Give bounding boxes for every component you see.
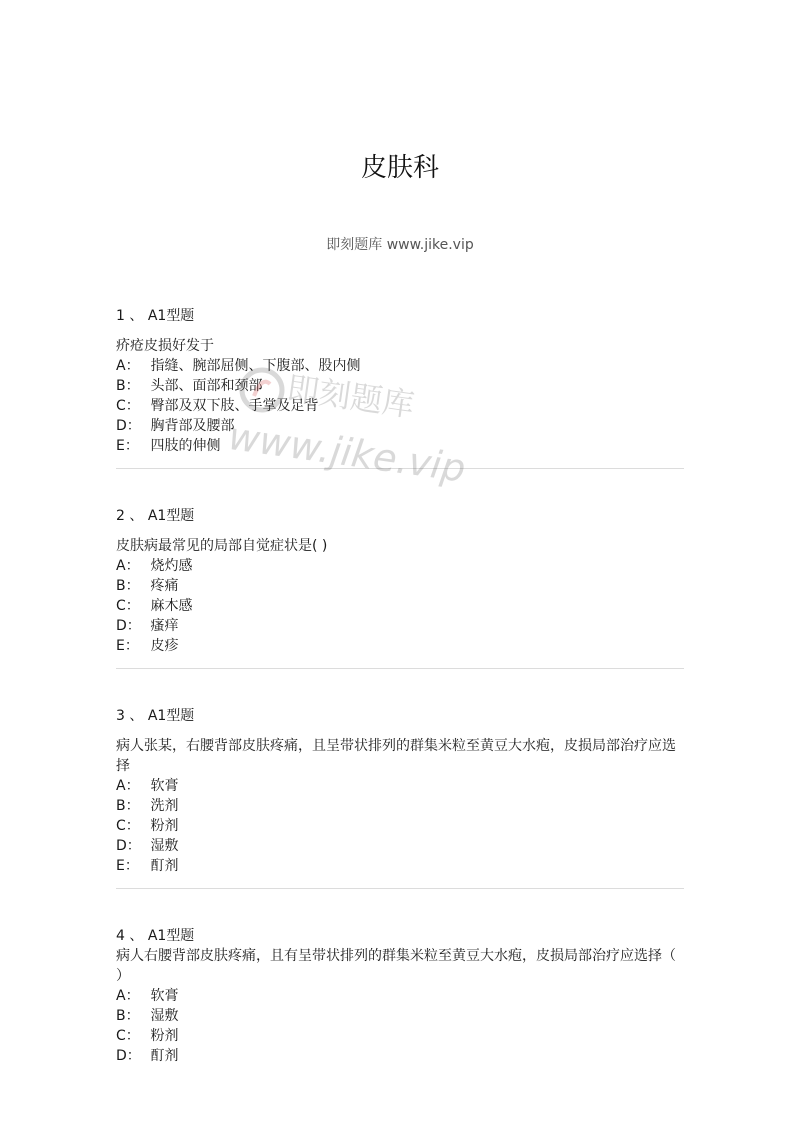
question-number: 1	[116, 308, 125, 324]
option-b	[116, 576, 686, 596]
option-c	[116, 816, 686, 836]
option-letter: C：	[116, 818, 140, 834]
option-b	[116, 796, 686, 816]
option-a	[116, 356, 686, 376]
option-letter: A：	[116, 778, 140, 794]
option-letter: B：	[116, 1008, 140, 1024]
question-type: A1型题	[147, 308, 195, 324]
option-text: 瘙痒	[150, 618, 179, 634]
option-text: 皮疹	[150, 638, 179, 654]
question-type: A1型题	[147, 708, 195, 724]
option-text: 湿敷	[150, 838, 179, 854]
option-letter: D：	[116, 618, 141, 634]
watermark-text-url: www.jike.vip	[225, 414, 469, 491]
option-e	[116, 856, 686, 876]
question-header	[116, 306, 686, 326]
page-title: 皮肤科	[360, 153, 439, 183]
question-header	[116, 706, 686, 726]
question-header	[116, 926, 686, 946]
question-separator: 、	[129, 508, 144, 524]
question-3	[116, 706, 686, 876]
question-stem: 疥疮皮损好发于	[116, 338, 214, 354]
option-text: 麻木感	[150, 598, 193, 614]
option-c	[116, 1026, 686, 1046]
option-b	[116, 376, 686, 396]
question-separator: 、	[129, 308, 144, 324]
option-d	[116, 616, 686, 636]
question-number: 4	[116, 928, 125, 944]
option-letter: E：	[116, 638, 139, 654]
option-text: 疼痛	[150, 578, 179, 594]
option-text: 粉剂	[150, 1028, 179, 1044]
question-number: 3	[116, 708, 125, 724]
option-c	[116, 596, 686, 616]
option-c	[116, 396, 686, 416]
option-letter: C：	[116, 398, 140, 414]
option-e	[116, 636, 686, 656]
option-text: 洗剂	[150, 798, 179, 814]
option-text: 湿敷	[150, 1008, 179, 1024]
option-text: 臀部及双下肢、手掌及足背	[150, 398, 319, 414]
option-letter: D：	[116, 1048, 141, 1064]
option-letter: E：	[116, 438, 139, 454]
option-a	[116, 556, 686, 576]
option-letter: B：	[116, 798, 140, 814]
question-type: A1型题	[147, 508, 195, 524]
option-e	[116, 436, 686, 456]
option-letter: B：	[116, 378, 140, 394]
question-1	[116, 306, 686, 456]
option-d	[116, 416, 686, 436]
divider	[116, 888, 684, 889]
option-letter: B：	[116, 578, 140, 594]
option-letter: C：	[116, 598, 140, 614]
option-text: 四肢的伸侧	[150, 438, 221, 454]
option-text: 胸背部及腰部	[150, 418, 235, 434]
question-separator: 、	[129, 928, 144, 944]
option-a	[116, 986, 686, 1006]
option-text: 软膏	[150, 988, 179, 1004]
question-stem: 皮肤病最常见的局部自觉症状是( )	[116, 538, 328, 554]
option-letter: D：	[116, 838, 141, 854]
divider	[116, 668, 684, 669]
option-text: 酊剂	[150, 1048, 179, 1064]
option-text: 头部、面部和颈部	[150, 378, 263, 394]
question-separator: 、	[129, 708, 144, 724]
question-header	[116, 506, 686, 526]
option-text: 指缝、腕部屈侧、下腹部、股内侧	[150, 358, 361, 374]
option-text: 酊剂	[150, 858, 179, 874]
option-letter: E：	[116, 858, 139, 874]
option-d	[116, 836, 686, 856]
option-text: 烧灼感	[150, 558, 193, 574]
option-letter: D：	[116, 418, 141, 434]
divider	[116, 468, 684, 469]
watermark-text-name: 即刻题库	[284, 368, 417, 425]
option-text: 软膏	[150, 778, 179, 794]
question-stem: 病人右腰背部皮肤疼痛，且有呈带状排列的群集米粒至黄豆大水疱，皮损局部治疗应选择（ ）	[116, 948, 676, 984]
option-letter: C：	[116, 1028, 140, 1044]
question-4	[116, 926, 686, 1066]
page-subtitle: 即刻题库 www.jike.vip	[326, 237, 474, 253]
question-number: 2	[116, 508, 125, 524]
option-letter: A：	[116, 558, 140, 574]
question-2	[116, 506, 686, 656]
option-text: 粉剂	[150, 818, 179, 834]
option-letter: A：	[116, 358, 140, 374]
option-letter: A：	[116, 988, 140, 1004]
option-b	[116, 1006, 686, 1026]
option-a	[116, 776, 686, 796]
question-stem: 病人张某，右腰背部皮肤疼痛，且呈带状排列的群集米粒至黄豆大水疱，皮损局部治疗应选择	[116, 738, 676, 774]
option-d	[116, 1046, 686, 1066]
question-type: A1型题	[147, 928, 195, 944]
